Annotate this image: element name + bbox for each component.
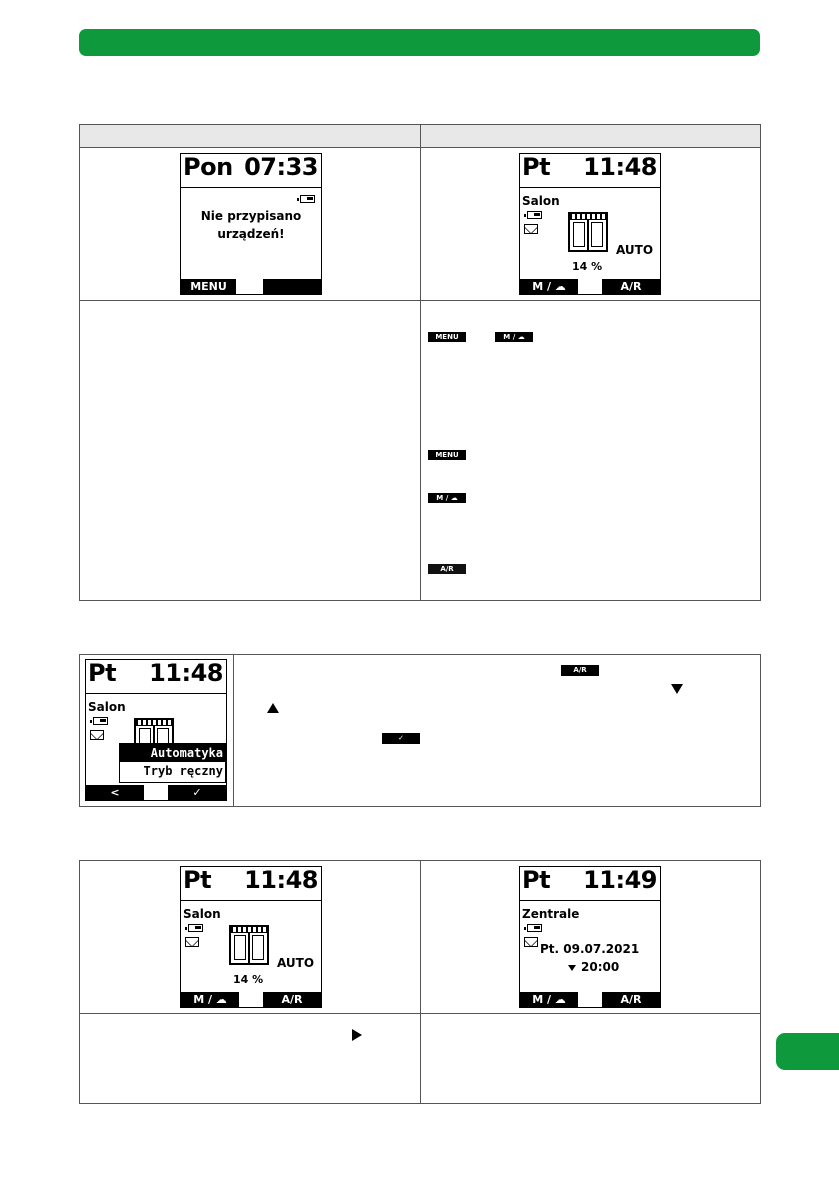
weekday: Pt — [88, 659, 117, 687]
softkey-ar[interactable]: A/R — [602, 992, 660, 1007]
weekday: Pt — [522, 153, 551, 181]
envelope-icon — [524, 937, 538, 947]
triangle-down-icon — [568, 965, 576, 971]
clock: 11:49 — [583, 866, 657, 894]
triangle-right-icon — [352, 1029, 362, 1041]
menu-item-automatyka[interactable]: Automatyka — [120, 744, 225, 762]
softkey-m-cloud[interactable]: M / ☁ — [520, 992, 578, 1007]
m-cloud-button-icon: M / ☁ — [495, 332, 533, 342]
chapter-tab — [776, 1033, 839, 1070]
table-1 — [79, 124, 761, 601]
device-screen-mode-menu — [85, 659, 227, 801]
envelope-icon — [90, 730, 104, 740]
softkey-m-cloud[interactable]: M / ☁ — [520, 279, 578, 294]
blind-icon — [229, 925, 269, 965]
battery-icon — [188, 924, 203, 932]
triangle-up-icon — [267, 703, 279, 713]
weekday: Pt — [522, 866, 551, 894]
message-line-2: urządzeń! — [217, 227, 285, 241]
device-name: Zentrale — [522, 907, 580, 921]
position-value: 14 % — [233, 973, 264, 986]
mode-menu — [119, 743, 226, 783]
softkey-back[interactable]: < — [86, 785, 144, 800]
battery-icon — [300, 195, 315, 203]
softkey-ar[interactable]: A/R — [263, 992, 321, 1007]
clock: 11:48 — [149, 659, 223, 687]
blind-icon — [568, 212, 608, 252]
m-cloud-button-icon: M / ☁ — [428, 493, 466, 503]
mode-label: AUTO — [277, 956, 315, 970]
envelope-icon — [185, 937, 199, 947]
message-line-1: Nie przypisano — [200, 209, 302, 223]
ar-button-icon: A/R — [561, 665, 599, 676]
softkey-right[interactable] — [263, 279, 321, 294]
menu-button-icon: MENU — [428, 450, 466, 460]
softkey-m-cloud[interactable]: M / ☁ — [181, 992, 239, 1007]
softkey-ar[interactable]: A/R — [602, 279, 660, 294]
device-screen-zentrale — [519, 866, 661, 1008]
triangle-down-icon — [671, 684, 683, 694]
position-value: 14 % — [572, 260, 603, 273]
clock: 07:33 — [244, 153, 318, 181]
device-name: Salon — [183, 907, 221, 921]
softkey-confirm[interactable]: ✓ — [168, 785, 226, 800]
envelope-icon — [524, 224, 538, 234]
device-screen-salon — [519, 153, 661, 295]
check-button-icon: ✓ — [382, 733, 420, 744]
menu-item-tryb-reczny[interactable]: Tryb ręczny — [143, 764, 223, 778]
battery-icon — [527, 211, 542, 219]
next-time: 20:00 — [581, 960, 620, 974]
header-bar — [79, 29, 760, 56]
weekday: Pon — [183, 153, 233, 181]
clock: 11:48 — [244, 866, 318, 894]
ar-button-icon: A/R — [428, 564, 466, 574]
battery-icon — [527, 924, 542, 932]
date-value: Pt. 09.07.2021 — [540, 942, 640, 956]
device-name: Salon — [522, 194, 560, 208]
menu-button-icon: MENU — [428, 332, 466, 342]
table-3 — [79, 860, 761, 1104]
device-name: Salon — [88, 700, 126, 714]
battery-icon — [93, 717, 108, 725]
device-screen-salon — [180, 866, 322, 1008]
table-2 — [79, 654, 761, 807]
clock: 11:48 — [583, 153, 657, 181]
weekday: Pt — [183, 866, 212, 894]
mode-label: AUTO — [616, 243, 654, 257]
device-screen-no-devices — [180, 153, 322, 295]
softkey-menu[interactable]: MENU — [181, 279, 236, 294]
